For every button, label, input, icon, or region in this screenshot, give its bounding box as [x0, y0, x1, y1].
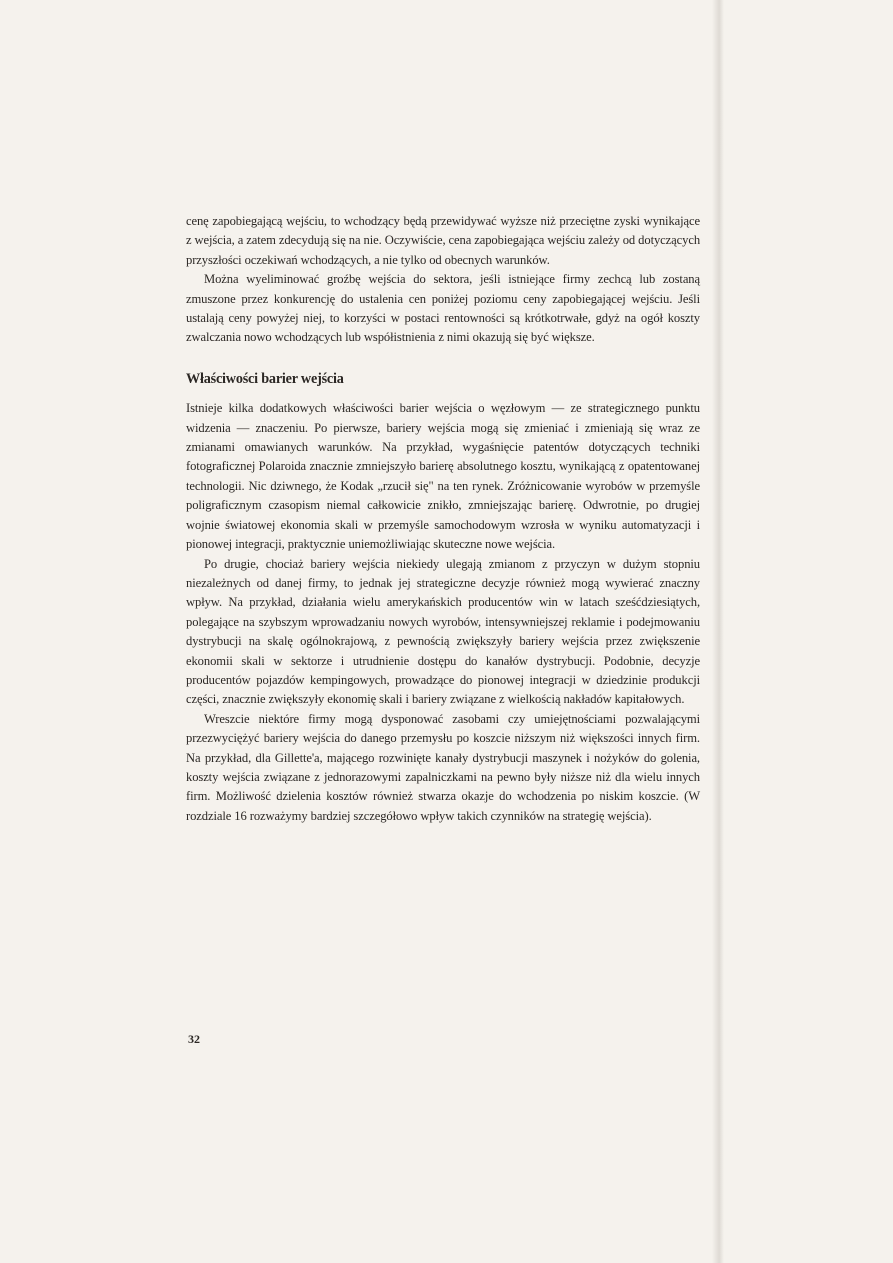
- paragraph-1: cenę zapobiegającą wejściu, to wchodzący będą przewidywać wyższe niż przeciętne zyski wynikające z wejścia, a zatem zdecydują się na nie. Oczywiście, cena zapobiegająca wejściu zależy od dotyczących przyszłości oczekiwań wchodzących, a nie tylko od obecnych warunków.: [186, 214, 701, 267]
- page-text: [186, 212, 700, 826]
- page-number: 32: [188, 1032, 200, 1046]
- section-heading: Właściwości barier wejścia: [186, 370, 344, 387]
- paragraph-5: Wreszcie niektóre firmy mogą dysponować zasobami czy umiejętnościami pozwalającymi przezwyciężyć bariery wejścia do danego przemysłu po koszcie niższym niż większości innych firm. Na przykład, dla Gillette'a, mającego rozwinięte kanały dystrybucji maszynek i nożyków do golenia, koszty wejścia związane z jednorazowymi zapalniczkami na pewno były niższe niż dla wielu innych firm. Możliwość dzielenia kosztów również stwarza okazje do wchodzenia po niskim koszcie. (W rozdziale 16 rozważymy bardziej szczegółowo wpływ takich czynników na strategię wejścia).: [186, 711, 700, 823]
- spine-shadow: [712, 0, 724, 1263]
- paragraph-4: Po drugie, chociaż bariery wejścia niekiedy ulegają zmianom z przyczyn w dużym stopniu niezależnych od danej firmy, to jednak jej strategiczne decyzje również mogą wywierać znaczny wpływ. Na przykład, działania wielu amerykańskich producentów win w latach sześćdziesiątych, polegające na szybszym wprowadzaniu nowych wyrobów, intensywniejszej reklamie i podejmowaniu dystrybucji na skalę ogólnokrajową, z pewnością zwiększyły bariery wejścia przez zwiększenie ekonomii skali w sektorze i utrudnienie dostępu do kanałów dystrybucji. Podobnie, decyzje producentów pojazdów kempingowych, prowadzące do pionowej integracji w dziedzinie produkcji części, znacznie zwiększyły ekonomię skali i bariery związane z wielkością nakładów kapitałowych.: [186, 556, 700, 707]
- paragraph-2: Można wyeliminować groźbę wejścia do sektora, jeśli istniejące firmy zechcą lub zostaną zmuszone przez konkurencję do ustalenia cen poniżej poziomu ceny zapobiegającej wejściu. Jeśli ustalają ceny powyżej niej, to korzyści w postaci rentowności są krótkotrwałe, gdyż na ogół koszty zwalczania nowo wchodzących lub współistnienia z nimi okazują się być większe.: [186, 272, 700, 345]
- paragraph-3: Istnieje kilka dodatkowych właściwości barier wejścia o węzłowym — ze strategicznego punktu widzenia — znaczeniu. Po pierwsze, bariery wejścia mogą się zmieniać i zmieniają się wraz ze zmianami omawianych warunków. Na przykład, wygaśnięcie patentów dotyczących techniki fotograficznej Polaroida znacznie zmniejszyło barierę absolutnego kosztu, wynikającą z opatentowanej technologii. Nic dziwnego, że Kodak „rzucił się" na ten rynek. Zróżnicowanie wyrobów w przemyśle poligraficznym czasopism niemal całkowicie znikło, zmniejszając barierę. Odwrotnie, po drugiej wojnie światowej ekonomia skali w przemyśle samochodowym wzrosła w wyniku automatyzacji i pionowej integracji, praktycznie uniemożliwiając skuteczne nowe wejścia.: [186, 401, 700, 552]
